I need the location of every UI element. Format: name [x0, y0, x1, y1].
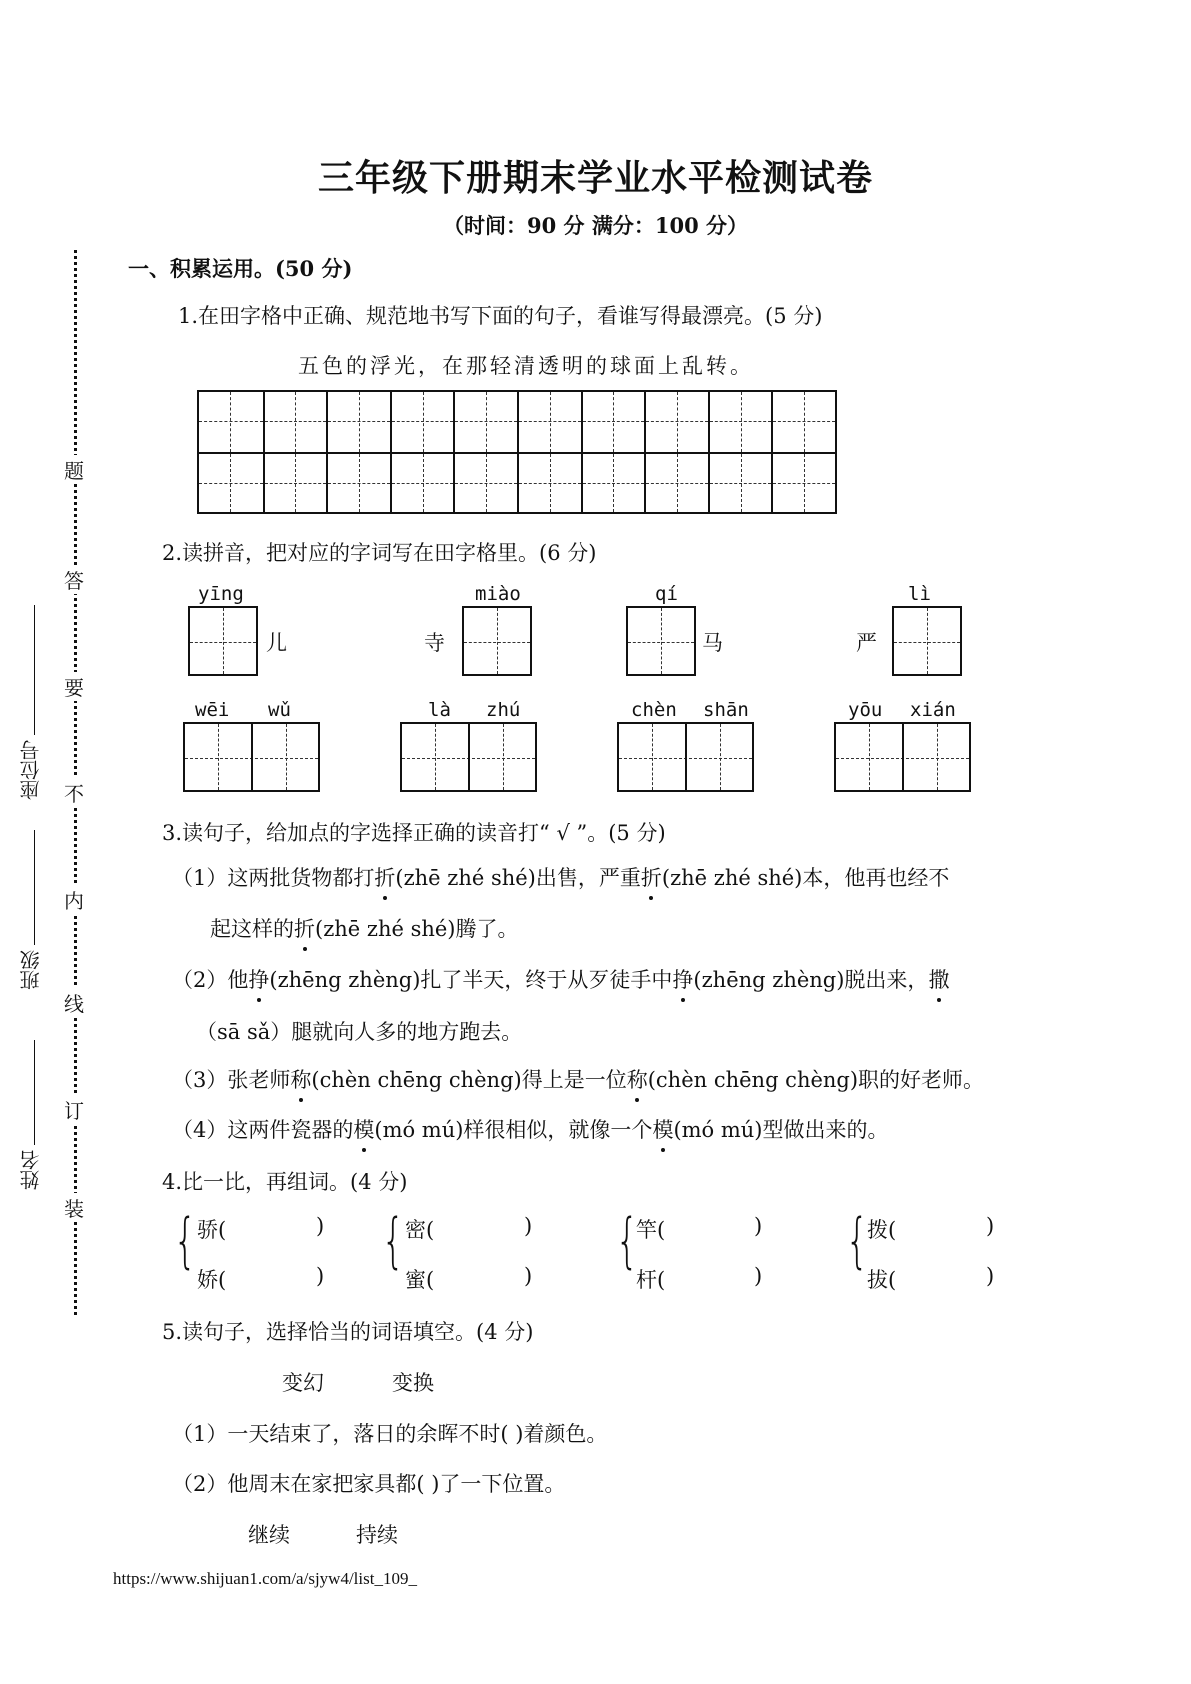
pinyin: miào: [475, 583, 521, 605]
dotted-char: 称: [290, 1064, 311, 1094]
char-hint: 寺: [424, 631, 445, 655]
seat-number-label: 座位号: [19, 740, 43, 800]
pinyin: wēi: [195, 699, 230, 721]
q3-sentence-1a: （1）这两批货物都打折(zhē zhé shé)出售，严重折(zhē zhé shé)本，他再也经不: [172, 862, 949, 892]
dotted-char: 折: [294, 913, 315, 943]
paren-close: ): [316, 1214, 325, 1238]
pinyin: zhú: [486, 699, 521, 721]
tianzige-cell[interactable]: [453, 392, 517, 452]
tianzige-double-box[interactable]: [400, 722, 537, 792]
word-pair-b: 蜜(: [405, 1268, 435, 1292]
tianzige-box[interactable]: [462, 606, 532, 676]
q3-sentence-4: （4）这两件瓷器的模(mó mú)样很相似，就像一个模(mó mú)型做出来的。: [172, 1114, 889, 1144]
dotted-char: 折: [641, 862, 662, 892]
dotted-char: 撒: [928, 964, 949, 994]
word-pair-a: 密(: [405, 1218, 435, 1242]
pinyin: chèn: [631, 699, 677, 721]
name-label: 姓名: [19, 1150, 43, 1190]
question-2-prompt: 2.读拼音，把对应的字词写在田字格里。(6 分): [162, 541, 597, 565]
paren-close: ): [754, 1264, 763, 1288]
paren-close: ): [986, 1214, 995, 1238]
tianzige-cell[interactable]: [581, 452, 645, 512]
tianzige-cell[interactable]: [326, 452, 390, 512]
dotted-char: 模: [353, 1114, 374, 1144]
tianzige-box[interactable]: [892, 606, 962, 676]
paren-close: ): [986, 1264, 995, 1288]
pinyin: yīng: [198, 583, 244, 605]
binding-char: 内: [63, 885, 85, 914]
tianzige-cell[interactable]: [644, 392, 708, 452]
tianzige-cell[interactable]: [517, 452, 581, 512]
dotted-char: 挣: [248, 964, 269, 994]
q3-sentence-1b: 起这样的折(zhē zhé shé)腾了。: [210, 913, 519, 943]
tianzige-cell[interactable]: [708, 392, 772, 452]
pinyin: xián: [910, 699, 956, 721]
paren-close: ): [524, 1264, 533, 1288]
binding-char: 答: [63, 565, 85, 594]
tianzige-cell[interactable]: [390, 392, 454, 452]
dotted-char: 挣: [672, 964, 693, 994]
word-pair-b: 杆(: [636, 1268, 666, 1292]
char-hint: 儿: [266, 631, 287, 655]
tianzige-cell[interactable]: [453, 452, 517, 512]
class-blank[interactable]: [34, 830, 35, 945]
tianzige-cell[interactable]: [199, 392, 263, 452]
word-pair-a: 骄(: [197, 1218, 227, 1242]
question-1-prompt: 1.在田字格中正确、规范地书写下面的句子，看谁写得最漂亮。(5 分): [178, 304, 823, 328]
pinyin: wǔ: [268, 699, 291, 721]
word-pair-a: 竿(: [636, 1218, 666, 1242]
tianzige-cell[interactable]: [581, 392, 645, 452]
tianzige-cell[interactable]: [263, 392, 327, 452]
question-3-prompt: 3.读句子，给加点的字选择正确的读音打“ √ ”。(5 分): [162, 821, 666, 845]
binding-char: 题: [63, 455, 85, 484]
paren-close: ): [316, 1264, 325, 1288]
tianzige-cell[interactable]: [390, 452, 454, 512]
tianzige-double-box[interactable]: [183, 722, 320, 792]
name-blank[interactable]: [34, 1040, 35, 1145]
tianzige-box[interactable]: [188, 606, 258, 676]
q3-sentence-3: （3）张老师称(chèn chēng chèng)得上是一位称(chèn chēng chèng)职的好老师。: [172, 1064, 984, 1094]
tianzige-cell[interactable]: [326, 392, 390, 452]
paren-close: ): [524, 1214, 533, 1238]
tianzige-cell[interactable]: [517, 392, 581, 452]
dotted-char: 称: [627, 1064, 648, 1094]
q5-sentence-1: （1）一天结束了，落日的余晖不时( )着颜色。: [172, 1422, 608, 1446]
tianzige-cell[interactable]: [199, 452, 263, 512]
exam-info: （时间：90 分 满分：100 分）: [443, 213, 748, 238]
binding-char: 装: [63, 1193, 85, 1222]
question-5-prompt: 5.读句子，选择恰当的词语填空。(4 分): [162, 1320, 534, 1344]
word-option: 继续: [248, 1523, 290, 1547]
page-title: 三年级下册期末学业水平检测试卷: [317, 157, 873, 199]
tianzige-cell[interactable]: [771, 452, 835, 512]
brace: {: [381, 1206, 405, 1276]
brace: {: [845, 1206, 869, 1276]
tianzige-double-box[interactable]: [834, 722, 971, 792]
pinyin: yōu: [848, 699, 883, 721]
pinyin: lì: [908, 583, 931, 605]
question-4-prompt: 4.比一比，再组词。(4 分): [162, 1170, 408, 1194]
q3-sentence-2b: （sā sǎ）腿就向人多的地方跑去。: [196, 1020, 523, 1044]
word-pair-b: 拔(: [867, 1268, 897, 1292]
dotted-char: 折: [374, 862, 395, 892]
brace: {: [173, 1206, 197, 1276]
word-option: 变幻: [282, 1371, 324, 1395]
binding-char: 不: [63, 778, 85, 807]
word-pair-b: 娇(: [197, 1268, 227, 1292]
footer-url[interactable]: https://www.shijuan1.com/a/sjyw4/list_109_: [113, 1569, 417, 1588]
tianzige-cell[interactable]: [771, 392, 835, 452]
seat-number-blank[interactable]: [34, 605, 35, 735]
tianzige-cell[interactable]: [708, 452, 772, 512]
dotted-char: 模: [652, 1114, 673, 1144]
binding-char: 要: [63, 672, 85, 701]
char-hint: 马: [702, 631, 723, 655]
class-label: 班级: [19, 950, 43, 990]
section-heading: 一、积累运用。(50 分): [128, 256, 353, 281]
word-option: 持续: [356, 1523, 398, 1547]
brace: {: [615, 1206, 639, 1276]
pinyin: qí: [655, 583, 678, 605]
q3-sentence-2a: （2）他挣(zhēng zhèng)扎了半天，终于从歹徒手中挣(zhēng zhèng)脱出来，撒: [172, 964, 949, 994]
binding-char: 线: [63, 988, 85, 1017]
q5-sentence-2: （2）他周末在家把家具都( )了一下位置。: [172, 1472, 566, 1496]
word-pair-a: 拨(: [867, 1218, 897, 1242]
pinyin: là: [428, 699, 451, 721]
tianzige-double-box[interactable]: [617, 722, 754, 792]
tianzige-cell[interactable]: [263, 452, 327, 512]
char-hint: 严: [856, 631, 877, 655]
word-option: 变换: [392, 1371, 434, 1395]
q1-sentence: 五色的浮光，在那轻清透明的球面上乱转。: [298, 354, 754, 378]
paren-close: ): [754, 1214, 763, 1238]
pinyin: shān: [703, 699, 749, 721]
tianzige-box[interactable]: [626, 606, 696, 676]
tianzige-cell[interactable]: [644, 452, 708, 512]
q1-tianzige-grid[interactable]: [197, 390, 837, 514]
binding-char: 订: [63, 1095, 85, 1124]
